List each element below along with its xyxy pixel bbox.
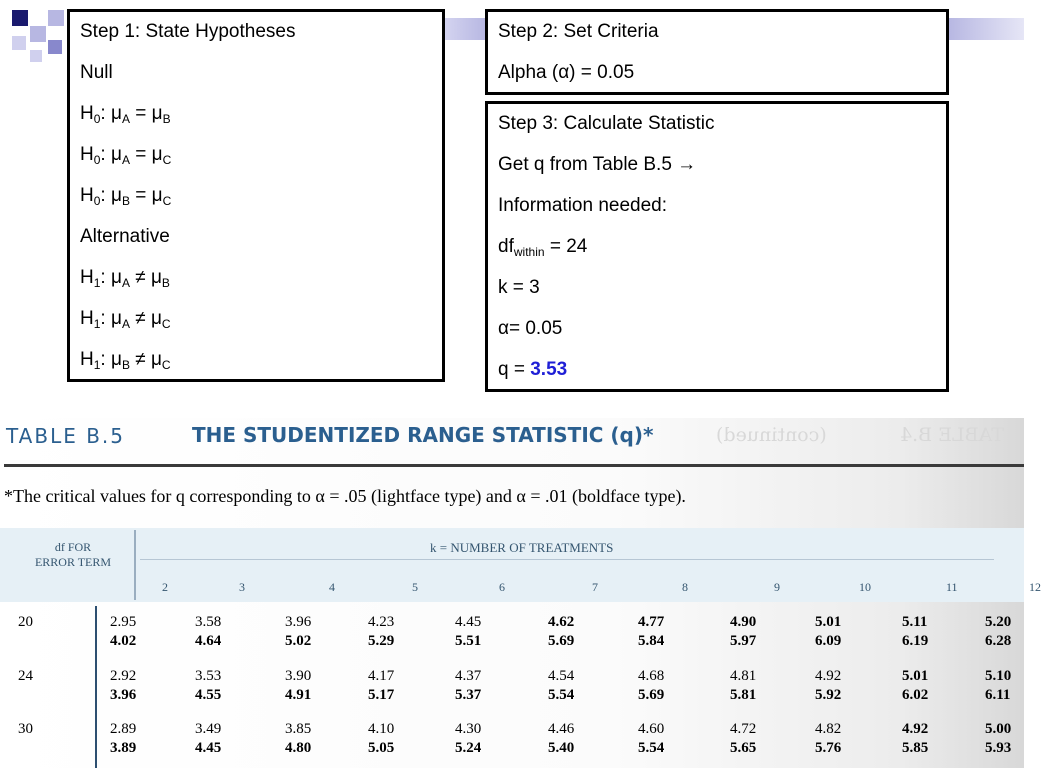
table-cell-alpha01: 5.02 [285, 633, 312, 649]
table-cell-alpha01: 5.84 [638, 633, 665, 649]
k-value-header: 9 [774, 580, 780, 594]
null-hypothesis-bc: $H_0$: $\mu_B = \mu_C$ [80, 185, 172, 208]
table-cell-alpha05: 4.68 [638, 668, 665, 684]
table-cell-alpha01: 5.85 [902, 740, 929, 756]
table-cell-alpha05: 4.82 [815, 721, 842, 737]
decor-square [30, 26, 46, 42]
table-cell-alpha01: 3.96 [110, 687, 137, 703]
df-column-header: df FOR ERROR TERM [34, 540, 112, 569]
table-cell-alpha01: 5.05 [368, 740, 395, 756]
table-cell-alpha01: 5.92 [815, 687, 842, 703]
k-line: k = 3 [498, 277, 540, 298]
table-cell-alpha05: 4.92 [815, 668, 842, 684]
table-b5-scan [0, 418, 1041, 768]
decor-square [48, 40, 62, 54]
statistic-title: Step 3: Calculate Statistic [498, 113, 715, 134]
table-cell-alpha01: 4.55 [195, 687, 222, 703]
alpha-criterion: Alpha (α) = 0.05 [498, 62, 635, 83]
table-cell-alpha05: 3.90 [285, 668, 312, 684]
statistic-box [485, 101, 949, 392]
alpha-line: α= 0.05 [498, 318, 563, 339]
table-cell-alpha05: 4.72 [730, 721, 757, 737]
df-row-label: 30 [18, 721, 33, 737]
hypotheses-box [67, 9, 445, 382]
table-cell-alpha05: 5.20 [985, 614, 1012, 630]
table-cell-alpha01: 5.69 [548, 633, 575, 649]
info-needed-label: Information needed: [498, 195, 668, 216]
table-cell-alpha05: 4.62 [548, 614, 575, 630]
decor-square [12, 10, 28, 26]
k-value-header: 6 [499, 580, 505, 594]
table-cell-alpha01: 4.02 [110, 633, 137, 649]
table-label: TABLE B.5 [6, 424, 126, 448]
k-value-header: 7 [592, 580, 598, 594]
table-cell-alpha05: 2.89 [110, 721, 137, 737]
k-value-header: 12 [1029, 580, 1041, 594]
table-cell-alpha01: 6.19 [902, 633, 929, 649]
table-cell-alpha05: 5.10 [985, 668, 1012, 684]
table-cell-alpha05: 4.37 [455, 668, 482, 684]
table-cell-alpha05: 5.01 [902, 668, 929, 684]
table-cell-alpha01: 5.51 [455, 633, 482, 649]
decor-square [48, 10, 64, 26]
table-cell-alpha05: 4.23 [368, 614, 395, 630]
table-cell-alpha01: 5.37 [455, 687, 482, 703]
table-cell-alpha01: 6.28 [985, 633, 1012, 649]
k-value-header: 4 [329, 580, 335, 594]
k-value-header: 5 [412, 580, 418, 594]
table-cell-alpha05: 4.30 [455, 721, 482, 737]
alt-hypothesis-ab: $H_1$: $\mu_A \ne \mu_B$ [80, 267, 170, 290]
table-cell-alpha05: 3.58 [195, 614, 222, 630]
table-cell-alpha05: 4.81 [730, 668, 757, 684]
q-value: 3.53 [530, 359, 568, 380]
null-label: Null [80, 62, 113, 83]
table-cell-alpha01: 5.17 [368, 687, 395, 703]
table-cell-alpha01: 5.76 [815, 740, 842, 756]
table-cell-alpha01: 4.64 [195, 633, 222, 649]
table-cell-alpha05: 4.90 [730, 614, 757, 630]
table-cell-alpha05: 5.11 [902, 614, 928, 630]
k-column-header: k = NUMBER OF TREATMENTS [430, 540, 614, 555]
q-result-line: q = 3.53 [498, 359, 568, 380]
table-cell-alpha01: 5.54 [548, 687, 575, 703]
get-q-instruction: Get q from Table B.5 → [498, 154, 697, 175]
df-row-label: 24 [18, 668, 33, 684]
table-cell-alpha05: 4.54 [548, 668, 575, 684]
criteria-box [485, 9, 949, 95]
table-cell-alpha05: 4.92 [902, 721, 929, 737]
table-cell-alpha01: 4.80 [285, 740, 312, 756]
table-cell-alpha01: 4.91 [285, 687, 312, 703]
table-rule [4, 464, 1024, 467]
table-cell-alpha05: 5.01 [815, 614, 842, 630]
table-cell-alpha05: 3.49 [195, 721, 222, 737]
decor-stripe [948, 18, 1024, 40]
alternative-label: Alternative [80, 226, 170, 247]
null-hypothesis-ac: $H_0$: $\mu_A = \mu_C$ [80, 144, 172, 167]
table-cell-alpha05: 4.10 [368, 721, 395, 737]
table-cell-alpha01: 6.11 [985, 687, 1011, 703]
k-value-header: 2 [162, 580, 168, 594]
decor-stripe [444, 18, 486, 40]
table-cell-alpha01: 3.89 [110, 740, 137, 756]
bleed-through-text: (continued) [716, 424, 827, 446]
table-cell-alpha01: 5.81 [730, 687, 757, 703]
table-cell-alpha05: 4.77 [638, 614, 665, 630]
table-cell-alpha01: 5.65 [730, 740, 757, 756]
null-hypothesis-ab: $H_0$: $\mu_A = \mu_B$ [80, 103, 171, 126]
k-value-header: 3 [239, 580, 245, 594]
k-value-header: 8 [682, 580, 688, 594]
k-value-header: 11 [946, 580, 958, 594]
decor-square [30, 50, 42, 62]
table-heading: THE STUDENTIZED RANGE STATISTIC (q)* [192, 423, 654, 447]
table-cell-alpha05: 2.92 [110, 668, 137, 684]
body-separator [95, 606, 97, 768]
table-cell-alpha01: 6.02 [902, 687, 929, 703]
decor-square [12, 36, 26, 50]
table-cell-alpha01: 6.09 [815, 633, 842, 649]
table-cell-alpha05: 3.85 [285, 721, 312, 737]
k-value-header: 10 [859, 580, 871, 594]
table-cell-alpha01: 5.54 [638, 740, 665, 756]
table-cell-alpha05: 2.95 [110, 614, 137, 630]
table-cell-alpha05: 4.45 [455, 614, 482, 630]
table-cell-alpha01: 5.24 [455, 740, 482, 756]
df-row-label: 20 [18, 614, 33, 630]
table-cell-alpha01: 5.40 [548, 740, 575, 756]
k-header-rule [140, 559, 994, 560]
table-cell-alpha01: 5.69 [638, 687, 665, 703]
alt-hypothesis-ac: $H_1$: $\mu_A \ne \mu_C$ [80, 308, 171, 331]
table-cell-alpha01: 4.45 [195, 740, 222, 756]
table-cell-alpha05: 4.60 [638, 721, 665, 737]
table-cell-alpha05: 3.96 [285, 614, 312, 630]
alt-hypothesis-bc: $H_1$: $\mu_B \ne \mu_C$ [80, 349, 171, 372]
hypotheses-title: Step 1: State Hypotheses [80, 21, 296, 42]
df-within-line: $df_{within} = 24$ [498, 236, 588, 259]
table-footnote: *The critical values for q corresponding to α = .05 (lightface type) and α = .01 (boldface type). [4, 486, 686, 506]
header-separator [134, 530, 136, 600]
bleed-through-text: TABLE B.4 [900, 424, 1004, 446]
table-cell-alpha01: 5.97 [730, 633, 757, 649]
table-cell-alpha05: 5.00 [985, 721, 1012, 737]
table-cell-alpha05: 4.46 [548, 721, 575, 737]
table-cell-alpha05: 4.17 [368, 668, 395, 684]
criteria-title: Step 2: Set Criteria [498, 21, 659, 42]
table-cell-alpha01: 5.93 [985, 740, 1012, 756]
table-cell-alpha01: 5.29 [368, 633, 395, 649]
table-cell-alpha05: 3.53 [195, 668, 222, 684]
